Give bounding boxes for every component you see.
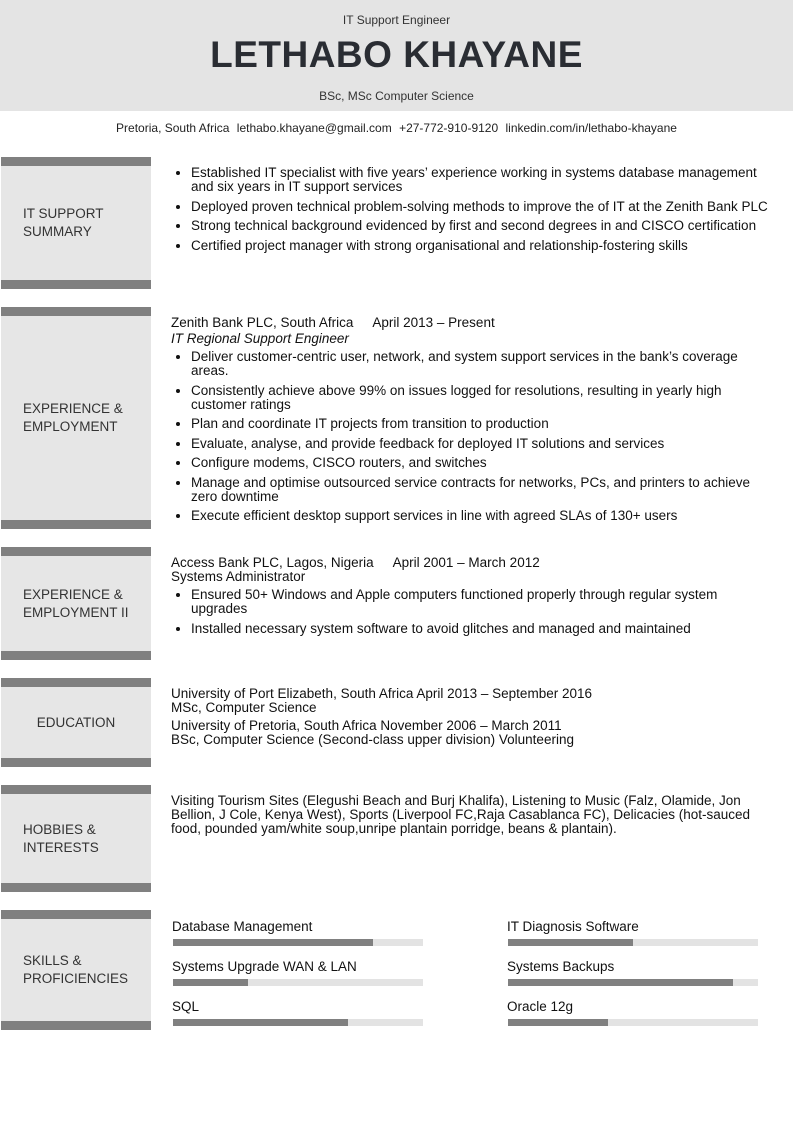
- skill-level-fill: [173, 939, 373, 946]
- hobbies-text: Visiting Tourism Sites (Elegushi Beach and Burj Khalifa), Listening to Music (Falz, Olamide, Jon Bellion, J Cole, Kenya West), Sports (Liverpool FC,Raja Casablanca FC), Delicacies (hot-sauced food, pounded yam/white soup,unripe plantain porridge, beans & plantain).: [171, 793, 750, 836]
- skill-level-fill: [508, 1019, 608, 1026]
- sidebar-experience-2: [1, 547, 151, 660]
- sidebar-education: [1, 678, 151, 767]
- contact-phone[interactable]: +27-772-910-9120: [399, 121, 499, 135]
- skill-level-bar: [173, 1019, 423, 1026]
- skill-name: SQL: [172, 999, 200, 1014]
- job-header: [171, 316, 771, 330]
- section-label-summary: IT SUPPORT SUMMARY: [23, 206, 104, 239]
- skill-level-bar: [173, 979, 423, 986]
- skill-item: [172, 999, 422, 1015]
- section-divider: [1, 1021, 151, 1030]
- skill-item: [507, 919, 757, 935]
- education-content: [171, 687, 771, 747]
- section-divider: [1, 520, 151, 529]
- sidebar-skills: [1, 910, 151, 1030]
- skill-name: Oracle 12g: [507, 999, 574, 1014]
- list-item: • Strong technical background evidenced by first and second degrees in and CISCO certification: [191, 219, 771, 233]
- experience-list: [171, 350, 771, 523]
- contact-line: [0, 121, 793, 135]
- skill-level-fill: [173, 1019, 348, 1026]
- list-item: • Manage and optimise outsourced service contracts for networks, PCs, and printers to achieve zero downtime: [191, 476, 771, 504]
- skill-item: [507, 999, 757, 1015]
- sidebar-experience: [1, 307, 151, 529]
- sidebar-hobbies: [1, 785, 151, 892]
- company-name: Zenith Bank PLC, South Africa: [171, 315, 354, 330]
- candidate-name: LETHABO KHAYANE: [210, 34, 583, 75]
- job-header: [171, 556, 771, 570]
- list-item: • Certified project manager with strong organisational and relationship-fostering skills: [191, 239, 771, 253]
- section-label-experience: EXPERIENCE & EMPLOYMENT: [23, 401, 123, 434]
- section-divider: [1, 785, 151, 794]
- section-label-hobbies: HOBBIES & INTERESTS: [23, 821, 99, 855]
- section-label-skills: SKILLS & PROFICIENCIES: [23, 953, 129, 986]
- skill-name: IT Diagnosis Software: [507, 919, 639, 934]
- skill-level-bar: [508, 939, 758, 946]
- job-role: Systems Administrator: [171, 569, 306, 584]
- list-item: • Installed necessary system software to avoid glitches and managed and maintained: [191, 622, 771, 636]
- section-divider: [1, 910, 151, 919]
- skill-name: Database Management: [172, 919, 313, 934]
- list-item: • Deliver customer-centric user, network, and system support services in the bank’s coverage areas.: [191, 350, 771, 378]
- section-divider: [1, 157, 151, 166]
- list-item: • Evaluate, analyse, and provide feedback for deployed IT solutions and services: [191, 437, 771, 451]
- experience-content: [171, 316, 771, 529]
- section-divider: [1, 651, 151, 660]
- job-dates: April 2013 – Present: [372, 315, 495, 330]
- skill-level-fill: [173, 979, 248, 986]
- list-item: • Execute efficient desktop support services in line with agreed SLAs of 130+ users: [191, 509, 771, 523]
- section-divider: [1, 678, 151, 687]
- summary-content: [171, 166, 771, 258]
- list-item: • Established IT specialist with five years’ experience working in systems database management and six years in IT support services: [191, 166, 771, 194]
- sidebar-summary: [1, 157, 151, 289]
- education-school: University of Pretoria, South Africa November 2006 – March 2011: [171, 718, 562, 733]
- section-label-education: EDUCATION: [36, 714, 116, 730]
- experience-2-list: [171, 588, 771, 636]
- summary-list: [171, 166, 771, 253]
- section-divider: [1, 883, 151, 892]
- contact-email[interactable]: lethabo.khayane@gmail.com: [236, 121, 392, 135]
- skill-item: [172, 959, 422, 975]
- list-item: • Ensured 50+ Windows and Apple computers functioned properly through regular system upgrades: [191, 588, 771, 616]
- list-item: • Deployed proven technical problem-solving methods to improve the of IT at the Zenith Bank PLC: [191, 200, 771, 214]
- education-degree: MSc, Computer Science: [171, 700, 317, 715]
- skill-level-fill: [508, 939, 633, 946]
- contact-linkedin[interactable]: linkedin.com/in/lethabo-khayane: [505, 121, 677, 135]
- job-title: IT Support Engineer: [342, 13, 451, 27]
- degree-line: BSc, MSc Computer Science: [319, 89, 474, 103]
- company-name: Access Bank PLC, Lagos, Nigeria: [171, 555, 374, 570]
- skill-level-bar: [508, 1019, 758, 1026]
- list-item: • Configure modems, CISCO routers, and switches: [191, 456, 771, 470]
- section-label-experience-2: EXPERIENCE & EMPLOYMENT II: [23, 586, 129, 620]
- experience-2-content: [171, 556, 771, 641]
- skill-level-fill: [508, 979, 733, 986]
- skill-level-bar: [508, 979, 758, 986]
- list-item: • Plan and coordinate IT projects from transition to production: [191, 417, 771, 431]
- skill-name: Systems Backups: [507, 959, 615, 974]
- skill-level-bar: [173, 939, 423, 946]
- section-divider: [1, 307, 151, 316]
- section-divider: [1, 280, 151, 289]
- job-dates: April 2001 – March 2012: [392, 555, 540, 570]
- skill-item: [172, 919, 422, 935]
- skill-name: Systems Upgrade WAN & LAN: [172, 959, 357, 974]
- skill-item: [507, 959, 757, 975]
- section-divider: [1, 547, 151, 556]
- contact-location: Pretoria, South Africa: [116, 121, 230, 135]
- section-divider: [1, 758, 151, 767]
- hobbies-content: [171, 794, 761, 836]
- education-school: University of Port Elizabeth, South Africa April 2013 – September 2016: [171, 686, 592, 701]
- list-item: • Consistently achieve above 99% on issues logged for resolutions, resulting in yearly high customer ratings: [191, 384, 771, 412]
- resume-header: [0, 0, 793, 111]
- job-role: IT Regional Support Engineer: [171, 331, 349, 346]
- education-degree: BSc, Computer Science (Second-class upper division) Volunteering: [171, 732, 574, 747]
